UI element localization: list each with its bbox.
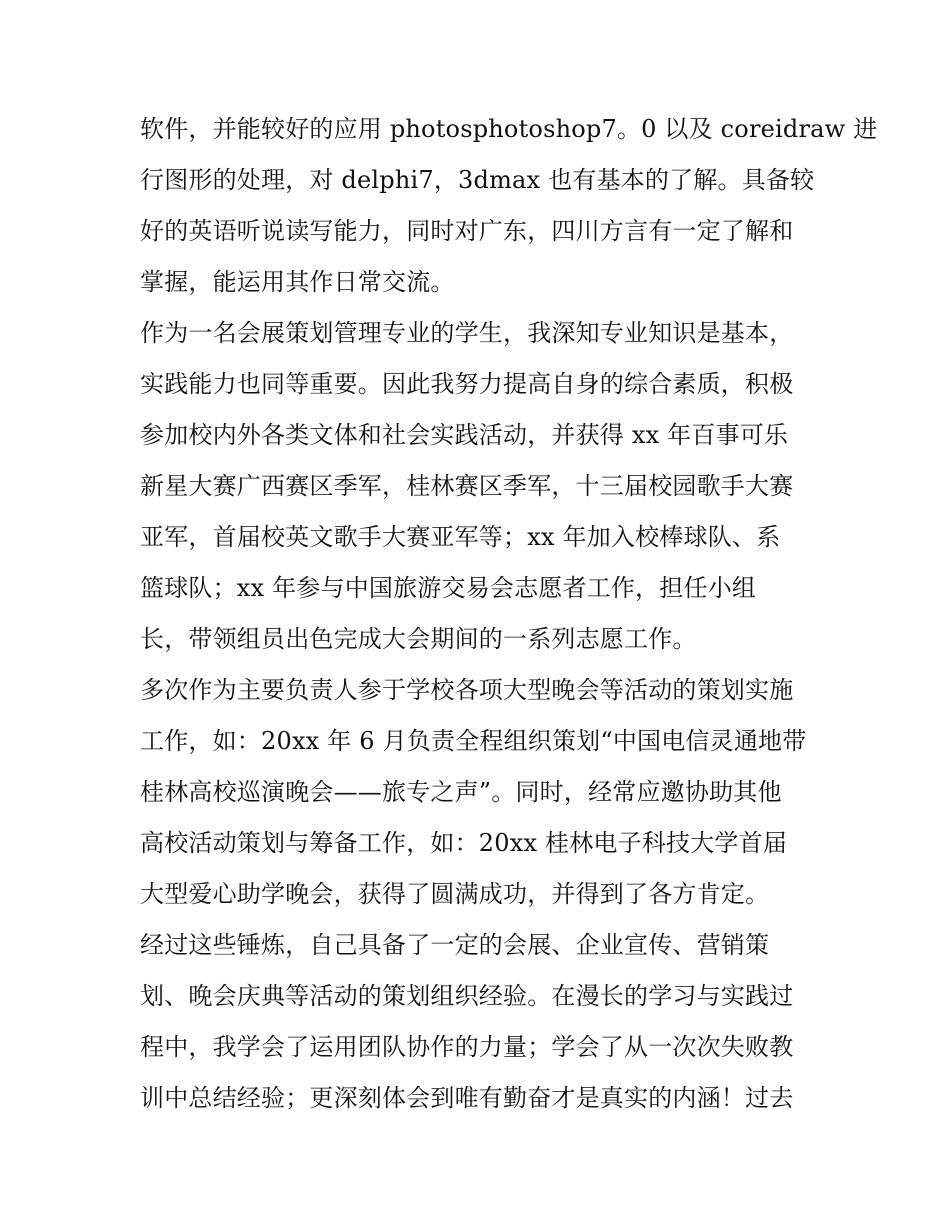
text-line: 参加校内外各类文体和社会实践活动，并获得 xx 年百事可乐 <box>140 421 789 449</box>
text-line: 实践能力也同等重要。因此我努力提高自身的综合素质，积极 <box>140 370 794 398</box>
text-line: 训中总结经验；更深刻体会到唯有勤奋才是真实的内涵！过去 <box>140 1084 794 1112</box>
text-line: 好的英语听说读写能力，同时对广东，四川方言有一定了解和 <box>140 217 794 245</box>
text-line: 行图形的处理，对 delphi7，3dmax 也有基本的了解。具备较 <box>140 166 815 194</box>
text-line: 经过这些锤炼，自己具备了一定的会展、企业宣传、营销策 <box>140 931 770 959</box>
text-line: 新星大赛广西赛区季军，桂林赛区季军，十三届校园歌手大赛 <box>140 472 794 500</box>
text-line: 程中，我学会了运用团队协作的力量；学会了从一次次失败教 <box>140 1033 794 1061</box>
text-line: 工作，如：20xx 年 6 月负责全程组织策划“中国电信灵通地带 <box>140 727 807 755</box>
text-line: 掌握，能运用其作日常交流。 <box>140 268 455 296</box>
text-line: 亚军，首届校英文歌手大赛亚军等；xx 年加入校棒球队、系 <box>140 523 781 551</box>
text-line: 长，带领组员出色完成大会期间的一系列志愿工作。 <box>140 625 697 653</box>
text-line: 大型爱心助学晚会，获得了圆满成功，并得到了各方肯定。 <box>140 880 770 908</box>
text-line: 篮球队；xx 年参与中国旅游交易会志愿者工作，担任小组 <box>140 574 757 602</box>
text-line: 桂林高校巡演晚会——旅专之声”。同时，经常应邀协助其他 <box>140 778 782 806</box>
text-line: 高校活动策划与筹备工作，如：20xx 桂林电子科技大学首届 <box>140 829 788 857</box>
text-line: 软件，并能较好的应用 photosphotoshop7。0 以及 coreidraw 进 <box>140 115 878 143</box>
text-line: 多次作为主要负责人参于学校各项大型晚会等活动的策划实施 <box>140 676 794 704</box>
text-line: 作为一名会展策划管理专业的学生，我深知专业知识是基本， <box>140 319 794 347</box>
text-line: 划、晚会庆典等活动的策划组织经验。在漫长的学习与实践过 <box>140 982 794 1010</box>
